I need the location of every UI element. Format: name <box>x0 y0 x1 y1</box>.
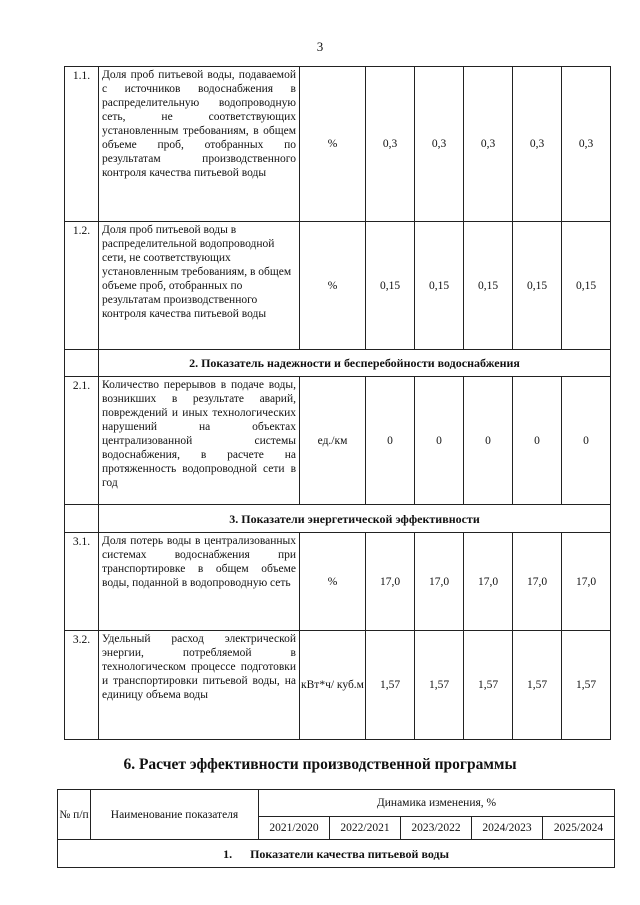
row-number: 1.1. <box>65 67 99 222</box>
value-cell: 17,0 <box>562 533 611 631</box>
value-cell: 0,3 <box>415 67 464 222</box>
year-header: 2023/2022 <box>401 817 472 840</box>
table-row <box>65 533 611 631</box>
indicator-name: Доля потерь воды в централизованных системах водоснабжения при транспортировке в общем объеме воды, поданной в водопроводную сеть <box>99 533 300 631</box>
value-cell: 0 <box>513 377 562 505</box>
row-number: 2.1. <box>65 377 99 505</box>
row-number: 3.2. <box>65 631 99 740</box>
value-cell: 0,3 <box>562 67 611 222</box>
table-row <box>65 377 611 505</box>
value-cell: 17,0 <box>464 533 513 631</box>
unit-cell: % <box>300 222 366 350</box>
name-header: Наименование показателя <box>91 790 259 840</box>
value-cell: 17,0 <box>513 533 562 631</box>
indicators-table <box>64 66 611 740</box>
page-number: 3 <box>316 39 324 54</box>
value-cell: 1,57 <box>366 631 415 740</box>
indicator-name: Доля проб питьевой воды в распределительной водопроводной сети, не соответствующих установленным требованиям, в общем объеме проб, отобранных по результатам производственного контроля качества питьевой воды <box>99 222 300 350</box>
year-header: 2024/2023 <box>472 817 543 840</box>
value-cell: 1,57 <box>513 631 562 740</box>
value-cell: 0,15 <box>366 222 415 350</box>
indicator-name: Удельный расход электрической энергии, потребляемой в технологическом процессе подготовки и транспортировки питьевой воды, на единицу объема воды <box>99 631 300 740</box>
unit-cell: кВт*ч/ куб.м <box>300 631 366 740</box>
dynamics-header: Динамика изменения, % <box>259 790 615 817</box>
section-heading: 2. Показатель надежности и бесперебойности водоснабжения <box>99 350 611 377</box>
value-cell: 0,3 <box>464 67 513 222</box>
row-number: 1.2. <box>65 222 99 350</box>
value-cell: 0,15 <box>464 222 513 350</box>
value-cell: 0 <box>415 377 464 505</box>
unit-cell: ед./км <box>300 377 366 505</box>
section-6-title: 6. Расчет эффективности производственной программы <box>123 756 517 773</box>
header-row <box>58 790 615 817</box>
year-header: 2021/2020 <box>259 817 330 840</box>
value-cell: 17,0 <box>415 533 464 631</box>
value-cell: 0,15 <box>513 222 562 350</box>
value-cell: 0,15 <box>562 222 611 350</box>
value-cell: 1,57 <box>562 631 611 740</box>
value-cell: 17,0 <box>366 533 415 631</box>
value-cell: 1,57 <box>464 631 513 740</box>
indicator-name: Доля проб питьевой воды, подаваемой с источников водоснабжения в распределительную водопроводную сеть, не соответствующих установленным требованиям, в общем объеме проб, отобранных по результатам производственного контроля качества питьевой воды <box>99 67 300 222</box>
section-heading: 1. Показатели качества питьевой воды <box>58 840 615 868</box>
unit-cell: % <box>300 67 366 222</box>
value-cell: 0,3 <box>513 67 562 222</box>
efficiency-table <box>57 789 615 868</box>
row-number: 3.1. <box>65 533 99 631</box>
table-row <box>65 631 611 740</box>
value-cell: 0 <box>562 377 611 505</box>
value-cell: 0,15 <box>415 222 464 350</box>
value-cell: 0,3 <box>366 67 415 222</box>
year-header: 2025/2024 <box>543 817 615 840</box>
num-header: № п/п <box>58 790 91 840</box>
year-header: 2022/2021 <box>330 817 401 840</box>
unit-cell: % <box>300 533 366 631</box>
table-row <box>65 67 611 222</box>
table-row <box>65 222 611 350</box>
value-cell: 1,57 <box>415 631 464 740</box>
indicator-name: Количество перерывов в подаче воды, возникших в результате аварий, повреждений и иных технологических нарушений на объектах централизованной системы водоснабжения, в расчете на протяженность водопроводной сети в год <box>99 377 300 505</box>
value-cell: 0 <box>464 377 513 505</box>
section-row <box>58 840 615 868</box>
section-row <box>65 505 611 533</box>
value-cell: 0 <box>366 377 415 505</box>
section-heading: 3. Показатели энергетической эффективности <box>99 505 611 533</box>
section-row <box>65 350 611 377</box>
